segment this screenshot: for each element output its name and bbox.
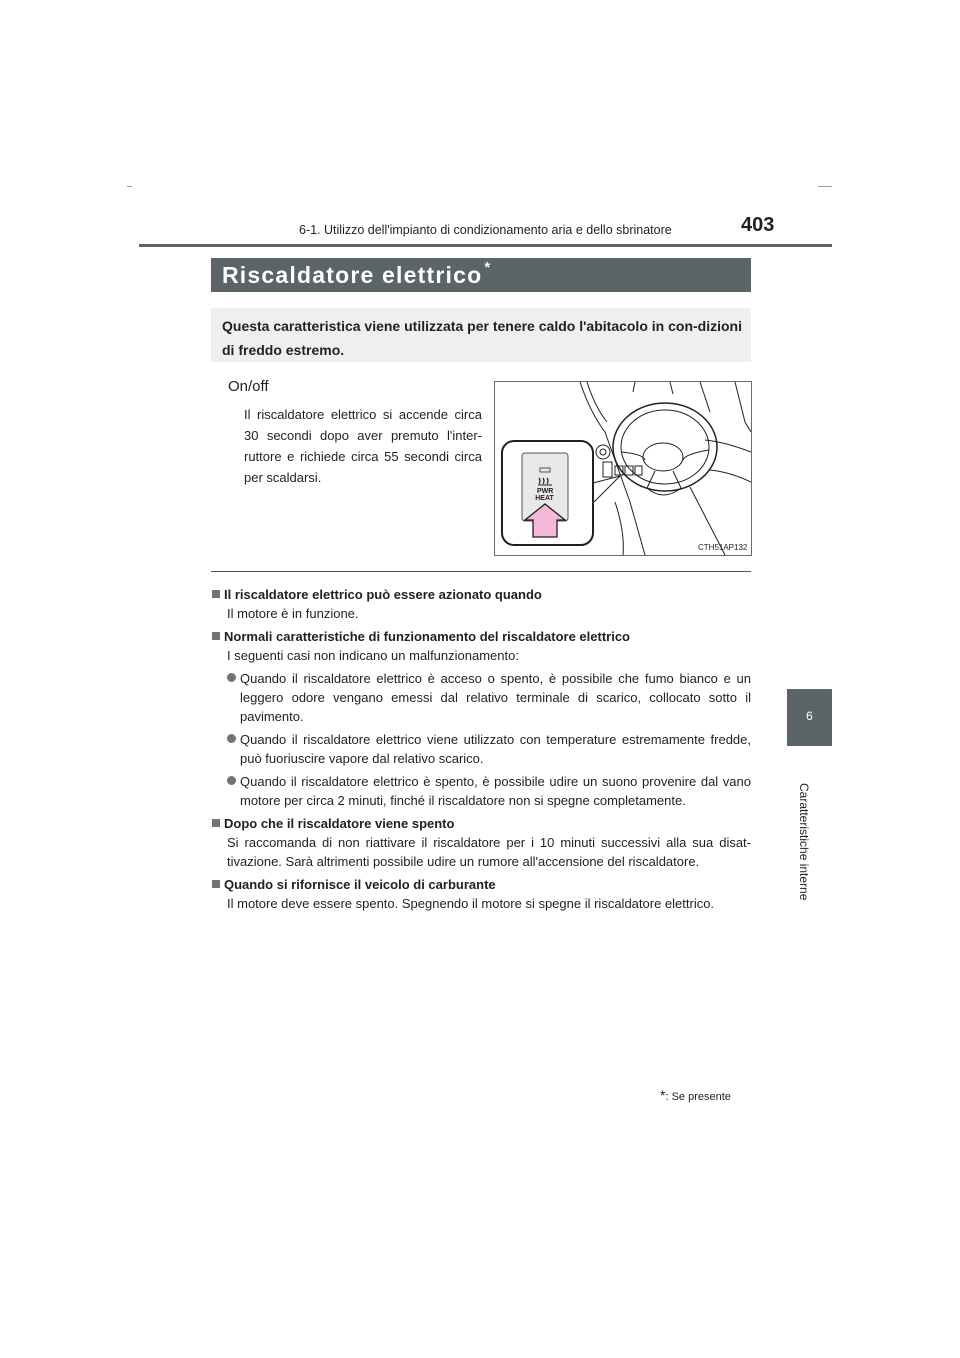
dashboard-figure [494, 381, 752, 556]
button-label-pwr: PWR [537, 488, 554, 495]
note-text: Il motore è in funzione. [227, 606, 359, 621]
intro-text: Questa caratteristica viene utilizzata per tenere caldo l'abitacolo in con-dizioni di freddo estremo. [222, 318, 742, 358]
note-operation [211, 585, 751, 623]
note-after-off [211, 814, 751, 871]
note-heading: Il riscaldatore elettrico può essere azionato quando [211, 585, 751, 604]
page-number: 403 [741, 214, 775, 236]
footnote [660, 1087, 731, 1103]
note-text: Il motore deve essere spento. Spegnendo il motore si spegne il riscaldatore elettrico. [227, 896, 715, 911]
chapter-label: Caratteristiche interne [797, 783, 811, 901]
page-title [222, 259, 492, 289]
header-rule [139, 244, 832, 247]
note-heading: Quando si rifornisce il veicolo di carburante [211, 875, 751, 894]
onoff-label: On/off [228, 378, 269, 395]
figure-code: CTH51AP132 [698, 543, 748, 552]
chapter-number: 6 [806, 709, 813, 723]
note-bullet: Quando il riscaldatore elettrico è acceso o spento, è possibile che fumo bianco e un leggero odore vengano emessi dal relativo terminale di scarico, collocato sotto il pavimento. [211, 669, 751, 726]
note-heading: Dopo che il riscaldatore viene spento [211, 814, 751, 833]
note-text: Si raccomanda di non riattivare il riscaldatore per i 10 minuti successivi alla sua disat-tivazione. Sarà altrimenti possibile udire un rumore all'accensione del riscaldatore. [227, 835, 751, 869]
title-asterisk: * [484, 259, 492, 276]
note-bullet: Quando il riscaldatore elettrico è spento, è possibile udire un suono provenire dal vano motore per circa 2 minuti, finché il riscaldatore non si spegne completamente. [211, 772, 751, 810]
note-refueling [211, 875, 751, 913]
title-text: Riscaldatore elettrico [222, 262, 483, 288]
crop-mark-right [818, 186, 832, 187]
note-bullet: Quando il riscaldatore elettrico viene utilizzato con temperature estremamente fredde, può fuoriuscire vapore dal relativo scarico. [211, 730, 751, 768]
footnote-asterisk: * [660, 1087, 666, 1103]
section-header: 6-1. Utilizzo dell'impianto di condizionamento aria e dello sbrinatore [299, 223, 672, 237]
footnote-text: : Se presente [665, 1091, 731, 1103]
dashboard-illustration [495, 382, 751, 555]
button-label-heat: HEAT [535, 495, 554, 502]
note-heading: Normali caratteristiche di funzionamento del riscaldatore elettrico [211, 627, 751, 646]
crop-mark-left [127, 186, 132, 187]
note-normal-behaviour [211, 627, 751, 810]
note-text: I seguenti casi non indicano un malfunzionamento: [227, 648, 519, 663]
section-separator [211, 571, 751, 572]
onoff-description: Il riscaldatore elettrico si accende circa 30 secondi dopo aver premuto l'inter-ruttore e richiede circa 55 secondi circa per scaldarsi. [244, 407, 482, 485]
notes-section [211, 585, 751, 917]
